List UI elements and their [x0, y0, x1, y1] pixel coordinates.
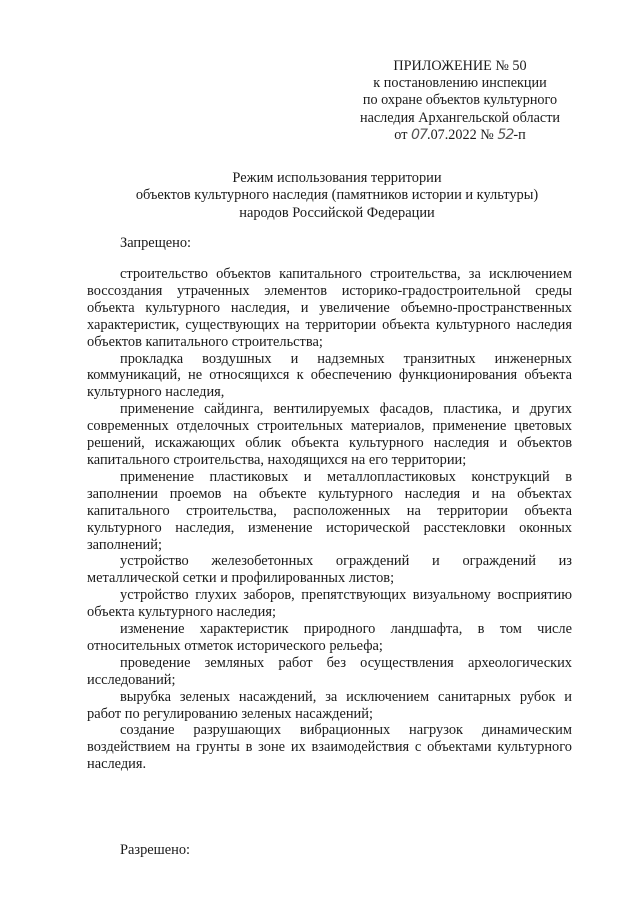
prohibited-item: изменение характеристик природного ландшафта, в том числе относительных отметок исторического рельефа; [87, 621, 572, 654]
date-rest: .07.2022 № [427, 126, 494, 143]
prohibited-heading: Запрещено: [120, 235, 192, 251]
prohibited-item: создание разрушающих вибрационных нагрузок динамическим воздействием на грунты в зоне их взаимодействия с объектами культурного наследия. [87, 722, 572, 773]
prohibited-item: применение сайдинга, вентилируемых фасадов, пластика, и других современных отделочных строительных материалов, применение цветовых решений, искажающих облик объекта культурного наследия и объектов капитального строительства, находящихся на его территории; [87, 401, 572, 468]
date-day-handwritten: 07 [410, 126, 428, 143]
appendix-line-3: по охране объектов культурного [362, 92, 558, 109]
order-number-suffix: -п [513, 126, 526, 143]
prohibited-item: устройство железобетонных ограждений и ограждений из металлической сетки и профилированных листов; [87, 553, 572, 587]
appendix-line-4: наследия Архангельской области [359, 109, 560, 126]
appendix-header [340, 58, 580, 144]
title-line-3: народов Российской Федерации [239, 204, 435, 221]
prohibited-item: устройство глухих заборов, препятствующих визуальному восприятию объекта культурного наследия; [87, 587, 572, 621]
prohibited-item: применение пластиковых и металлопластиковых конструкций в заполнении проемов на объекте культурного наследия и на объектах капитального строительства, расположенных на территории объекта культурного наследия, изменение исторической расстекловки оконных заполнений; [87, 468, 572, 553]
appendix-title: ПРИЛОЖЕНИЕ № 50 [393, 58, 527, 74]
date-prefix: от [394, 126, 408, 143]
appendix-line-2: к постановлению инспекции [373, 75, 547, 92]
title-line-1: Режим использования территории [232, 170, 442, 186]
prohibited-item: прокладка воздушных и надземных транзитных инженерных коммуникаций, не относящихся к обеспечению функционирования объекта культурного наследия, [87, 350, 572, 401]
prohibited-item: вырубка зеленых насаждений, за исключением санитарных рубок и работ по регулированию зеленых насаждений; [87, 688, 572, 722]
allowed-heading: Разрешено: [120, 842, 191, 858]
prohibited-list [87, 266, 572, 773]
document-title [92, 170, 582, 222]
title-line-2: объектов культурного наследия (памятников истории и культуры) [135, 187, 539, 204]
order-number-handwritten: 52 [497, 126, 514, 143]
prohibited-item: проведение земляных работ без осуществления археологических исследований; [87, 654, 572, 688]
prohibited-item: строительство объектов капитального строительства, за исключением воссоздания утраченных элементов историко-градостроительной среды объекта культурного наследия, и увеличение объемно-пространственных характеристик, существующих на территории объекта культурного наследия объектов капитального строительства; [87, 266, 572, 350]
appendix-date-line [340, 127, 580, 144]
